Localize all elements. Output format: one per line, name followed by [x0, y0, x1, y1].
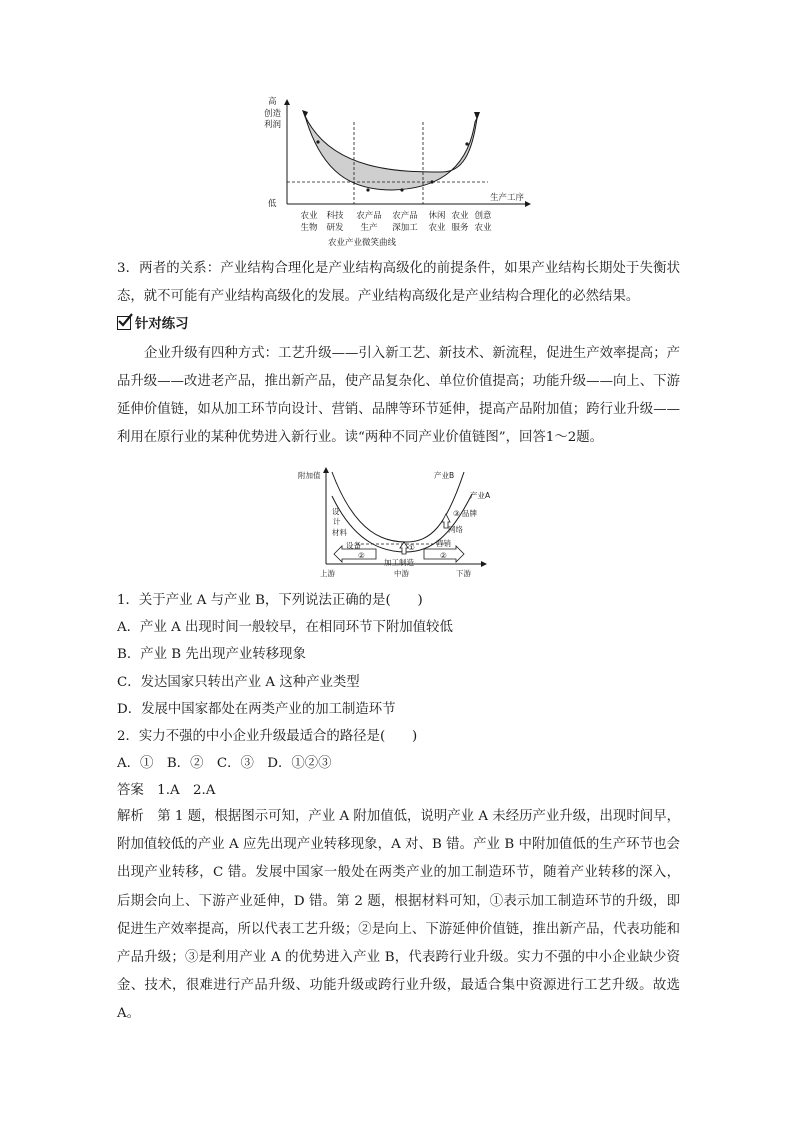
y-label-low: 低 [268, 199, 277, 209]
right-label: 品牌 [462, 509, 477, 518]
industry-a-label: 产业A [470, 491, 491, 500]
q1-option-b: B．产业 B 先出现产业转移现象 [117, 647, 306, 662]
curve-point [400, 188, 403, 191]
q1-option-a: A．产业 A 出现时间一般较早，在相同环节下附加值较低 [117, 620, 453, 635]
stage-label: 农业 [474, 223, 492, 233]
stage-label: 农业 [300, 211, 318, 221]
right-label: 网络 [448, 525, 463, 534]
checkbox-icon [117, 316, 131, 330]
stage-label: 深加工 [392, 223, 418, 233]
q1-option-d: D．发展中国家都处在两类产业的加工制造环节 [117, 702, 396, 717]
curve-point [465, 142, 468, 145]
stage-label: 农产品 [356, 211, 382, 221]
stage-label: 生物 [300, 223, 318, 233]
q1-stem: 1．关于产业 A 与产业 B，下列说法正确的是( ) [117, 593, 423, 608]
circle-label-1: ① [408, 543, 415, 552]
stage-label: 研发 [326, 223, 344, 233]
curve-arrow-right [474, 112, 480, 120]
analysis-text: 解析 第 1 题，根据图示可知，产业 A 附加值低，说明产业 A 未经历产业升级，出现时间早，附加值较低的产业 A 应先出现产业转移现象，A 对、B 错。产业 B 中附加值低的生产环节也会出现产业转移，C 错。发展中国家一般处在两类产业的加工制造环节，随着产业转移的深入，后期会向上、下游产业延伸，D 错。第 2 题，根据材料可知，①表示加工制造环节的升级，即促进生产效率提高，所以代表工艺升级；②是向上、下游延伸价值链，推出新产品，代表功能和产品升级；③是利用产业 A 的优势进入产业 B，代表跨行业升级。实力不强的中小企业缺少资金、技术，很难进行产品升级、功能升级或跨行业升级，最适合集中资源进行工艺升级。故选 A。 [117, 809, 680, 1022]
stage-label: 服务 [451, 223, 469, 233]
stage-label: 农产品 [392, 211, 418, 221]
center-label: 加工制造 [384, 558, 414, 567]
stage-label: 生产 [360, 223, 378, 233]
q2-stem: 2．实力不强的中小企业升级最适合的路径是( ) [117, 729, 418, 744]
circle-label-2: ② [440, 551, 447, 560]
q2-options: A．① B．② C．③ D．①②③ [117, 756, 332, 771]
circle-label-2: ② [358, 551, 365, 560]
right-label: 营销 [436, 539, 451, 548]
stage-label: 科技 [326, 211, 344, 221]
stage-label: 农业 [428, 223, 446, 233]
practice-heading [117, 313, 189, 332]
stage-label: 创意 [474, 211, 492, 221]
smile-band [305, 116, 477, 190]
y-label-create: 创造 [264, 109, 282, 119]
smile-curve-figure [262, 94, 552, 254]
stage-labels [300, 210, 492, 233]
answer-line: 答案 1.A 2.A [117, 783, 216, 798]
curve-point [430, 180, 433, 183]
curve-point [316, 140, 319, 143]
practice-heading-label: 针对练习 [135, 316, 189, 332]
q1-option-c: C．发达国家只转出产业 A 这种产业类型 [117, 675, 360, 690]
stage-label: 农业 [451, 211, 469, 221]
y-label-high: 高 [268, 97, 277, 107]
curve-arrow-left [302, 110, 308, 118]
value-chain-figure [296, 466, 506, 581]
left-label: 设 [332, 507, 340, 516]
figure-caption: 农业产业微笑曲线 [327, 238, 397, 248]
x-label: 下游 [456, 569, 471, 578]
x-axis-label: 生产工序 [490, 193, 525, 203]
point-3-text: 3．两者的关系：产业结构合理化是产业结构高级化的前提条件，如果产业结构长期处于失衡状态，就不可能有产业结构高级化的发展。产业结构高级化是产业结构合理化的必然结果。 [117, 261, 680, 304]
left-label: 设备 [346, 541, 361, 550]
left-label: 计 [333, 517, 341, 526]
intro-text: 企业升级有四种方式：工艺升级——引入新工艺、新技术、新流程，促进生产效率提高；产品升级——改进老产品，推出新产品，使产品复杂化、单位价值提高；功能升级——向上、下游延伸价值链，如从加工环节向设计、营销、品牌等环节延伸，提高产品附加值；跨行业升级——利用在原行业的某种优势进入新行业。读“两种不同产业价值链图”，回答1～2题。 [117, 346, 680, 445]
y-axis-label: 附加值 [298, 471, 321, 480]
circle-label-3: ③ [453, 509, 460, 518]
x-label: 上游 [320, 569, 335, 578]
y-label-profit: 利润 [264, 120, 282, 130]
curve-point [366, 188, 369, 191]
stage-label: 休闲 [428, 211, 446, 221]
industry-b-label: 产业B [434, 471, 455, 480]
x-label: 中游 [394, 569, 409, 578]
left-label: 材料 [332, 528, 347, 537]
industry-b-curve [332, 472, 464, 542]
